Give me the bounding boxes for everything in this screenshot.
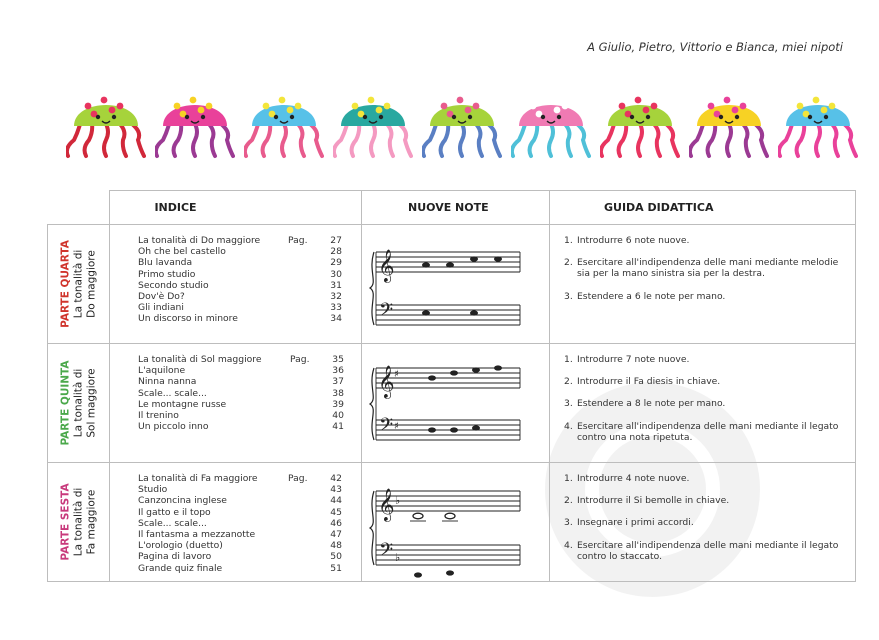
song-list [110,225,362,344]
song-title: Un piccolo inno [138,421,209,433]
song-item [138,354,344,365]
song-item [138,507,342,518]
song-title: Studio [138,484,168,496]
guide-item: 4. Esercitare all'indipendenza delle mani mediante il legato contro una nota ripetuta. [564,420,839,443]
song-item [138,280,342,291]
svg-text:♭: ♭ [395,494,401,507]
svg-text:♭: ♭ [395,551,401,564]
jellyfish-icon [778,84,858,160]
page-number: 44 [330,495,342,507]
song-title: Il trenino [138,410,179,422]
svg-text:♯: ♯ [394,421,399,432]
song-item [138,313,342,324]
key-line-2: Do maggiore [85,250,97,318]
song-item [138,473,342,484]
page-number: 42 [330,473,342,484]
header-teaching-guide: GUIDA DIDATTICA [550,191,856,225]
page-number: 39 [332,398,344,410]
key-line-2: Fa maggiore [85,489,97,555]
jellyfish-icon [511,84,591,160]
jellyfish-icon [333,84,413,160]
song-item [138,388,344,399]
svg-text:𝄢: 𝄢 [379,415,394,440]
song-item [138,495,342,506]
jellyfish-icon [155,84,235,160]
pag-label: Pag. [288,473,308,484]
page-number: 51 [330,562,342,574]
jellyfish-icon [422,84,502,160]
guide-item: 2. Introdurre il Si bemolle in chiave. [564,495,730,507]
part-name: PARTE SESTA [59,483,71,561]
guide-item: 1. Introdurre 4 note nuove. [564,473,690,484]
guide-item: 2. Introdurre il Fa diesis in chiave. [564,376,721,388]
song-item [138,257,342,268]
jellyfish-icon [244,84,324,160]
song-title: La tonalità di Sol maggiore [138,354,262,365]
song-title: Secondo studio [138,279,209,291]
section-label [48,344,110,463]
jellyfish-icon [689,84,769,160]
page-number: 38 [332,387,344,399]
song-title: Dov'è Do? [138,291,185,303]
song-item [138,484,342,495]
song-title: Ninna nanna [138,376,197,388]
key-line-1: La tonalità di [72,487,84,557]
key-line-1: La tonalità di [72,368,84,438]
song-title: L'aquilone [138,365,186,377]
song-title: Scale... scale... [138,387,207,399]
grand-staff-do [362,225,550,343]
song-title: La tonalità di Do maggiore [138,235,261,246]
guide-item: 4. Esercitare all'indipendenza delle mani mediante il legato contro lo staccato. [564,539,839,562]
song-title: L'orologio (duetto) [138,540,223,552]
song-title: Blu lavanda [138,257,193,269]
guide-item: 3. Estendere a 8 le note per mano. [564,398,726,410]
song-title: Le montagne russe [138,398,227,410]
header-index: INDICE [110,191,362,225]
song-item [138,540,342,551]
song-item [138,518,342,529]
song-title: Scale... scale... [138,517,207,529]
section-label [48,463,110,582]
song-list [110,344,362,463]
song-item [138,365,344,376]
key-line-2: Sol maggiore [85,368,97,438]
pag-label: Pag. [288,235,308,246]
header-new-notes: NUOVE NOTE [362,191,550,225]
song-title: Un discorso in minore [138,313,238,325]
page-number: 34 [330,313,342,325]
page-number: 30 [330,268,342,280]
grand-staff-sol [362,344,550,462]
song-item [138,246,342,257]
song-item [138,269,342,280]
song-item [138,421,344,432]
song-title: Pagina di lavoro [138,551,212,563]
jellyfish-decoration-row [66,84,844,160]
part-name: PARTE QUINTA [59,360,71,446]
new-notes-staff [362,225,550,344]
table-header-row [48,191,856,225]
section-row [48,463,856,582]
page-number: 40 [332,410,344,422]
page-number: 48 [330,540,342,552]
section-row [48,344,856,463]
song-title: Grande quiz finale [138,562,223,574]
page-number: 36 [332,365,344,377]
new-notes-staff [362,344,550,463]
page-number: 27 [330,235,342,246]
song-title: Oh che bel castello [138,246,226,258]
section-label [48,225,110,344]
section-row [48,225,856,344]
svg-text:𝄞: 𝄞 [378,249,395,282]
song-title: Il fantasma a mezzanotte [138,529,256,541]
page-number: 28 [330,246,342,258]
svg-text:♯: ♯ [394,369,399,380]
new-notes-staff [362,463,550,582]
svg-text:𝄞: 𝄞 [378,488,395,521]
svg-text:𝄞: 𝄞 [378,365,395,398]
page-number: 50 [330,551,342,563]
page-number: 45 [330,506,342,518]
key-line-1: La tonalità di [72,249,84,319]
song-item [138,551,342,562]
index-table [47,190,856,582]
song-list [110,463,362,582]
song-title: La tonalità di Fa maggiore [138,473,258,484]
header-corner [48,191,110,225]
page-number: 32 [330,291,342,303]
page-number: 33 [330,302,342,314]
jellyfish-icon [600,84,680,160]
song-title: Il gatto e il topo [138,506,211,518]
guide-item: 2. Esercitare all'indipendenza delle mani mediante melodie sia per la mano sinistra sia per la destra. [564,257,839,280]
guide-item: 1. Introdurre 6 note nuove. [564,235,690,246]
page-number: 35 [332,354,344,365]
song-item [138,376,344,387]
page-number: 41 [332,421,344,433]
song-item [138,410,344,421]
part-name: PARTE QUARTA [59,240,71,328]
song-item [138,563,342,574]
song-item [138,291,342,302]
teaching-guide [550,344,856,463]
dedication: A Giulio, Pietro, Vittorio e Bianca, miei nipoti [587,40,843,54]
page-number: 31 [330,279,342,291]
grand-staff-fa [362,463,550,581]
page-number: 37 [332,376,344,388]
page-number: 46 [330,517,342,529]
song-item [138,235,342,246]
page-number: 47 [330,529,342,541]
jellyfish-icon [66,84,146,160]
song-item [138,529,342,540]
song-title: Canzoncina inglese [138,495,227,507]
song-item [138,399,344,410]
guide-item: 1. Introdurre 7 note nuove. [564,354,690,365]
svg-text:𝄢: 𝄢 [379,540,394,565]
song-item [138,302,342,313]
pag-label: Pag. [290,354,310,365]
guide-item: 3. Estendere a 6 le note per mano. [564,290,726,302]
page-number: 29 [330,257,342,269]
guide-item: 3. Insegnare i primi accordi. [564,517,694,529]
svg-text:𝄢: 𝄢 [379,300,394,325]
song-title: Primo studio [138,268,196,280]
teaching-guide [550,225,856,344]
page-number: 43 [330,484,342,496]
song-title: Gli indiani [138,302,184,314]
teaching-guide [550,463,856,582]
